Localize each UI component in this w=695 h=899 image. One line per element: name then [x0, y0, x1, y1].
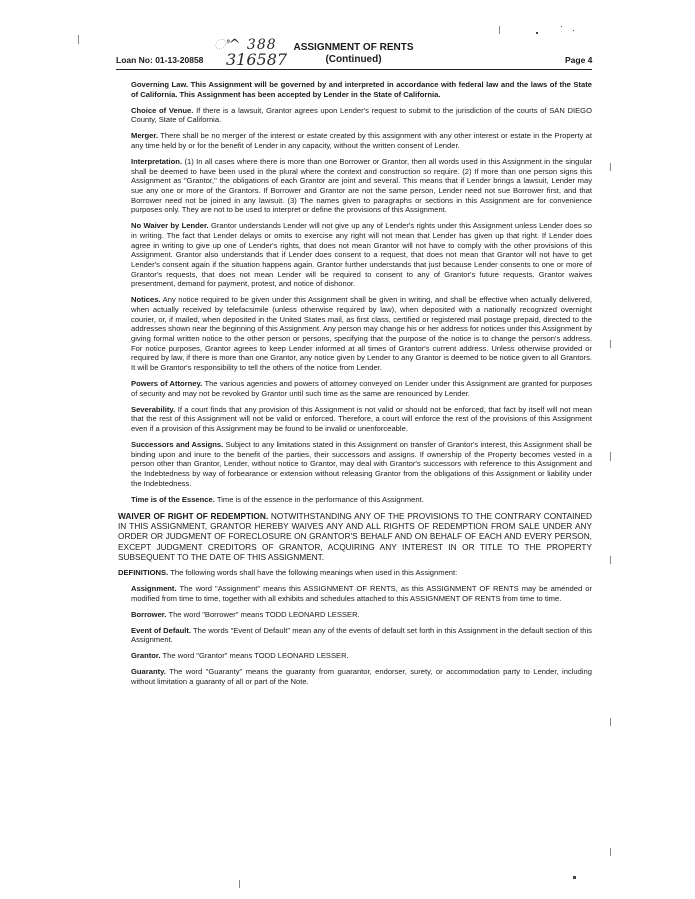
- section-heading: Interpretation.: [131, 157, 183, 167]
- scan-speck: [610, 556, 611, 564]
- scan-speck: [610, 718, 611, 726]
- definition-borrower: [131, 610, 592, 620]
- definition-event-of-default: [131, 626, 592, 645]
- document-title: ASSIGNMENT OF RENTS: [293, 42, 414, 53]
- section-text: Subject to any limitations stated in this Assignment on transfer of Grantor's interest, this Assignment shall be binding upon and inure to the benefit of the parties, their successors and assigns. If ownership of the Property becomes vested in a person other than Grantor, Lender, without notice to Grantor, may deal with Grantor's successors with reference to this Assignment and the Indebtedness by way of forbearance or extension without releasing Grantor from the obligations of this Assignment or liability under the Indebtedness.: [131, 440, 592, 488]
- definition-term: Event of Default.: [131, 625, 191, 635]
- section-choice-of-venue: [131, 106, 592, 125]
- section-text: Time is of the essence in the performance of this Assignment.: [216, 494, 424, 504]
- scan-speck: [561, 26, 562, 27]
- scan-speck: [610, 163, 611, 171]
- definition-text: The words "Event of Default" mean any of the events of default set forth in this Assignment in the default section of this Assignment.: [131, 625, 592, 645]
- page-number: Page 4: [565, 55, 593, 65]
- section-notices: [131, 295, 592, 372]
- section-waiver-of-redemption: [118, 511, 592, 562]
- section-heading: Choice of Venue.: [131, 105, 194, 115]
- section-text: If a court finds that any provision of this Assignment is not valid or should not be enforced, that fact by itself will not mean that the rest of this Assignment will not be valid or enforced. Therefore, a court will enforce the rest of the provisions of this Assignment even if a provision of this Assignment may be found to be invalid or unenforceable.: [131, 404, 592, 434]
- scan-speck: [536, 32, 538, 34]
- scan-speck: [610, 848, 611, 856]
- section-powers-of-attorney: [131, 379, 592, 398]
- section-text: If there is a lawsuit, Grantor agrees upon Lender's request to submit to the jurisdiction of the courts of SAN DIEGO County, State of California.: [131, 105, 592, 125]
- document-subtitle: (Continued): [325, 54, 382, 65]
- section-heading: Merger.: [131, 131, 159, 141]
- section-text: Any notice required to be given under this Assignment shall be given in writing, and shall be effective when actually delivered, when actually received by telefacsimile (unless otherwise required by law), when deposited with a nationally recognized overnight courier, or, if mailed, when deposited in the United States mail, as first class, certified or registered mail postage prepaid, directed to the addresses shown near the beginning of this Assignment. Any person may change his or her address for notices under this Assignment by giving formal written notice to the other person or persons, specifying that the purpose of the notice is to change the person's address. For notice purposes, Grantor agrees to keep Lender informed at all times of Grantor's current address. Unless otherwise provided or required by law, if there is more than one Grantor, any notice given by Lender to any Grantor is deemed to be notice given to all Grantors. It will be Grantor's responsibility to tell the others of the notice from Lender.: [131, 295, 592, 373]
- definition-grantor: [131, 651, 592, 661]
- definition-text: The word "Guaranty" means the guaranty from guarantor, endorser, surety, or accommodation party to Lender, including without limitation a guaranty of all or part of the Note.: [131, 667, 592, 687]
- handwritten-document-number: 316587: [226, 50, 288, 69]
- scan-speck: [610, 452, 611, 461]
- definition-text: The word "Borrower" means TODD LEONARD LESSER.: [168, 609, 360, 619]
- scan-speck: [573, 30, 574, 31]
- section-text: The following words shall have the following meanings when used in this Assignment:: [170, 567, 458, 577]
- document-body: [118, 80, 592, 693]
- section-heading: Governing Law.: [131, 80, 189, 89]
- section-heading: Time is of the Essence.: [131, 494, 215, 504]
- definition-guaranty: [131, 667, 592, 686]
- section-heading: Severability.: [131, 404, 176, 414]
- scan-speck: [610, 340, 611, 348]
- definition-term: Grantor.: [131, 651, 161, 661]
- definition-term: Guaranty.: [131, 667, 166, 677]
- section-merger: [131, 131, 592, 150]
- section-heading: Successors and Assigns.: [131, 440, 224, 450]
- section-governing-law: [131, 80, 592, 99]
- definition-text: The word "Assignment" means this ASSIGNMENT OF RENTS, as this ASSIGNMENT OF RENTS may be amended or modified from time to time, together with all exhibits and schedules attached to this ASSIGNMENT OF RENTS from time to time.: [131, 583, 592, 603]
- section-heading: WAIVER OF RIGHT OF REDEMPTION.: [118, 510, 269, 521]
- section-severability: [131, 405, 592, 434]
- definition-text: The word "Grantor" means TODD LEONARD LESSER.: [162, 651, 349, 661]
- header-divider: [116, 69, 592, 70]
- section-text: The various agencies and powers of attorney conveyed on Lender under this Assignment are granted for purposes of security and may not be revoked by Grantor until such time as the same are renounced by Lender.: [131, 379, 592, 398]
- section-interpretation: [131, 157, 592, 215]
- definition-term: Assignment.: [131, 583, 177, 593]
- definition-assignment: [131, 584, 592, 603]
- definition-term: Borrower.: [131, 609, 167, 619]
- section-text: Grantor understands Lender will not give up any of Lender's rights under this Assignment unless Lender does so in writing. The fact that Lender delays or omits to exercise any right will not mean that Lender has given up that right. If Lender does agree in writing to give up one of Lender's rights, that does not mean Grantor will not have to comply with the other provisions of this Assignment. Grantor also understands that if Lender does consent to a request, that does not mean that Grantor will not have to get Lender's consent again if the situation happens again. Grantor further understands that just because Lender consents to one or more of Grantor's requests, that does not mean Lender will be required to consent to any of Grantor's future requests. Grantor waives presentment, demand for payment, protest, and notice of dishonor.: [131, 221, 592, 289]
- section-definitions: [118, 568, 592, 578]
- section-heading: No Waiver by Lender.: [131, 221, 209, 231]
- section-no-waiver: [131, 221, 592, 289]
- section-successors-and-assigns: [131, 440, 592, 488]
- scan-speck: [239, 880, 240, 888]
- section-heading: DEFINITIONS.: [118, 567, 169, 577]
- loan-number: Loan No: 01-13-20858: [116, 55, 204, 65]
- section-heading: Powers of Attorney.: [131, 379, 203, 389]
- section-heading: Notices.: [131, 295, 161, 305]
- section-text: This Assignment will be governed by and interpreted in accordance with federal law and the laws of the State of California. This Assignment has been accepted by Lender in the State of California.: [131, 80, 592, 99]
- handwritten-annotation-top: ಿ^ 388: [214, 37, 277, 53]
- section-text: (1) In all cases where there is more than one Borrower or Grantor, then all words used in this Assignment in the singular shall be deemed to have been used in the plural where the context and construction so require. (2) If more than one person signs this Assignment as "Grantor," the obligations of each Grantor are joint and several. This means that if Lender brings a lawsuit, Lender may sue any one or more of the Grantors. If Borrower and Grantor are not the same person, Lender need not sue Borrower first, and that Borrower need not be joined in any lawsuit. (3) The names given to paragraphs or sections in this Assignment are for convenience purposes only. They are not to be used to interpret or define the provisions of this Assignment.: [131, 157, 592, 215]
- section-text: There shall be no merger of the interest or estate created by this assignment with any other interest or estate in the Property at any time held by or for the benefit of Lender in any capacity, without the written consent of Lender.: [131, 131, 592, 151]
- section-time-of-essence: [131, 495, 592, 505]
- scan-speck: [573, 876, 576, 879]
- scan-speck: [499, 26, 500, 34]
- section-text: NOTWITHSTANDING ANY OF THE PROVISIONS TO THE CONTRARY CONTAINED IN THIS ASSIGNMENT, GRANTOR HEREBY WAIVES ANY AND ALL RIGHTS OF REDEMPTION FROM SALE UNDER ANY ORDER OR JUDGMENT OF FORECLOSURE ON GRANTOR'S BEHALF AND ON BEHALF OF EACH AND EVERY PERSON, EXCEPT JUDGMENT CREDITORS OF GRANTOR, ACQUIRING ANY INTEREST IN OR TITLE TO THE PROPERTY SUBSEQUENT TO THE DATE OF THIS ASSIGNMENT.: [118, 510, 592, 563]
